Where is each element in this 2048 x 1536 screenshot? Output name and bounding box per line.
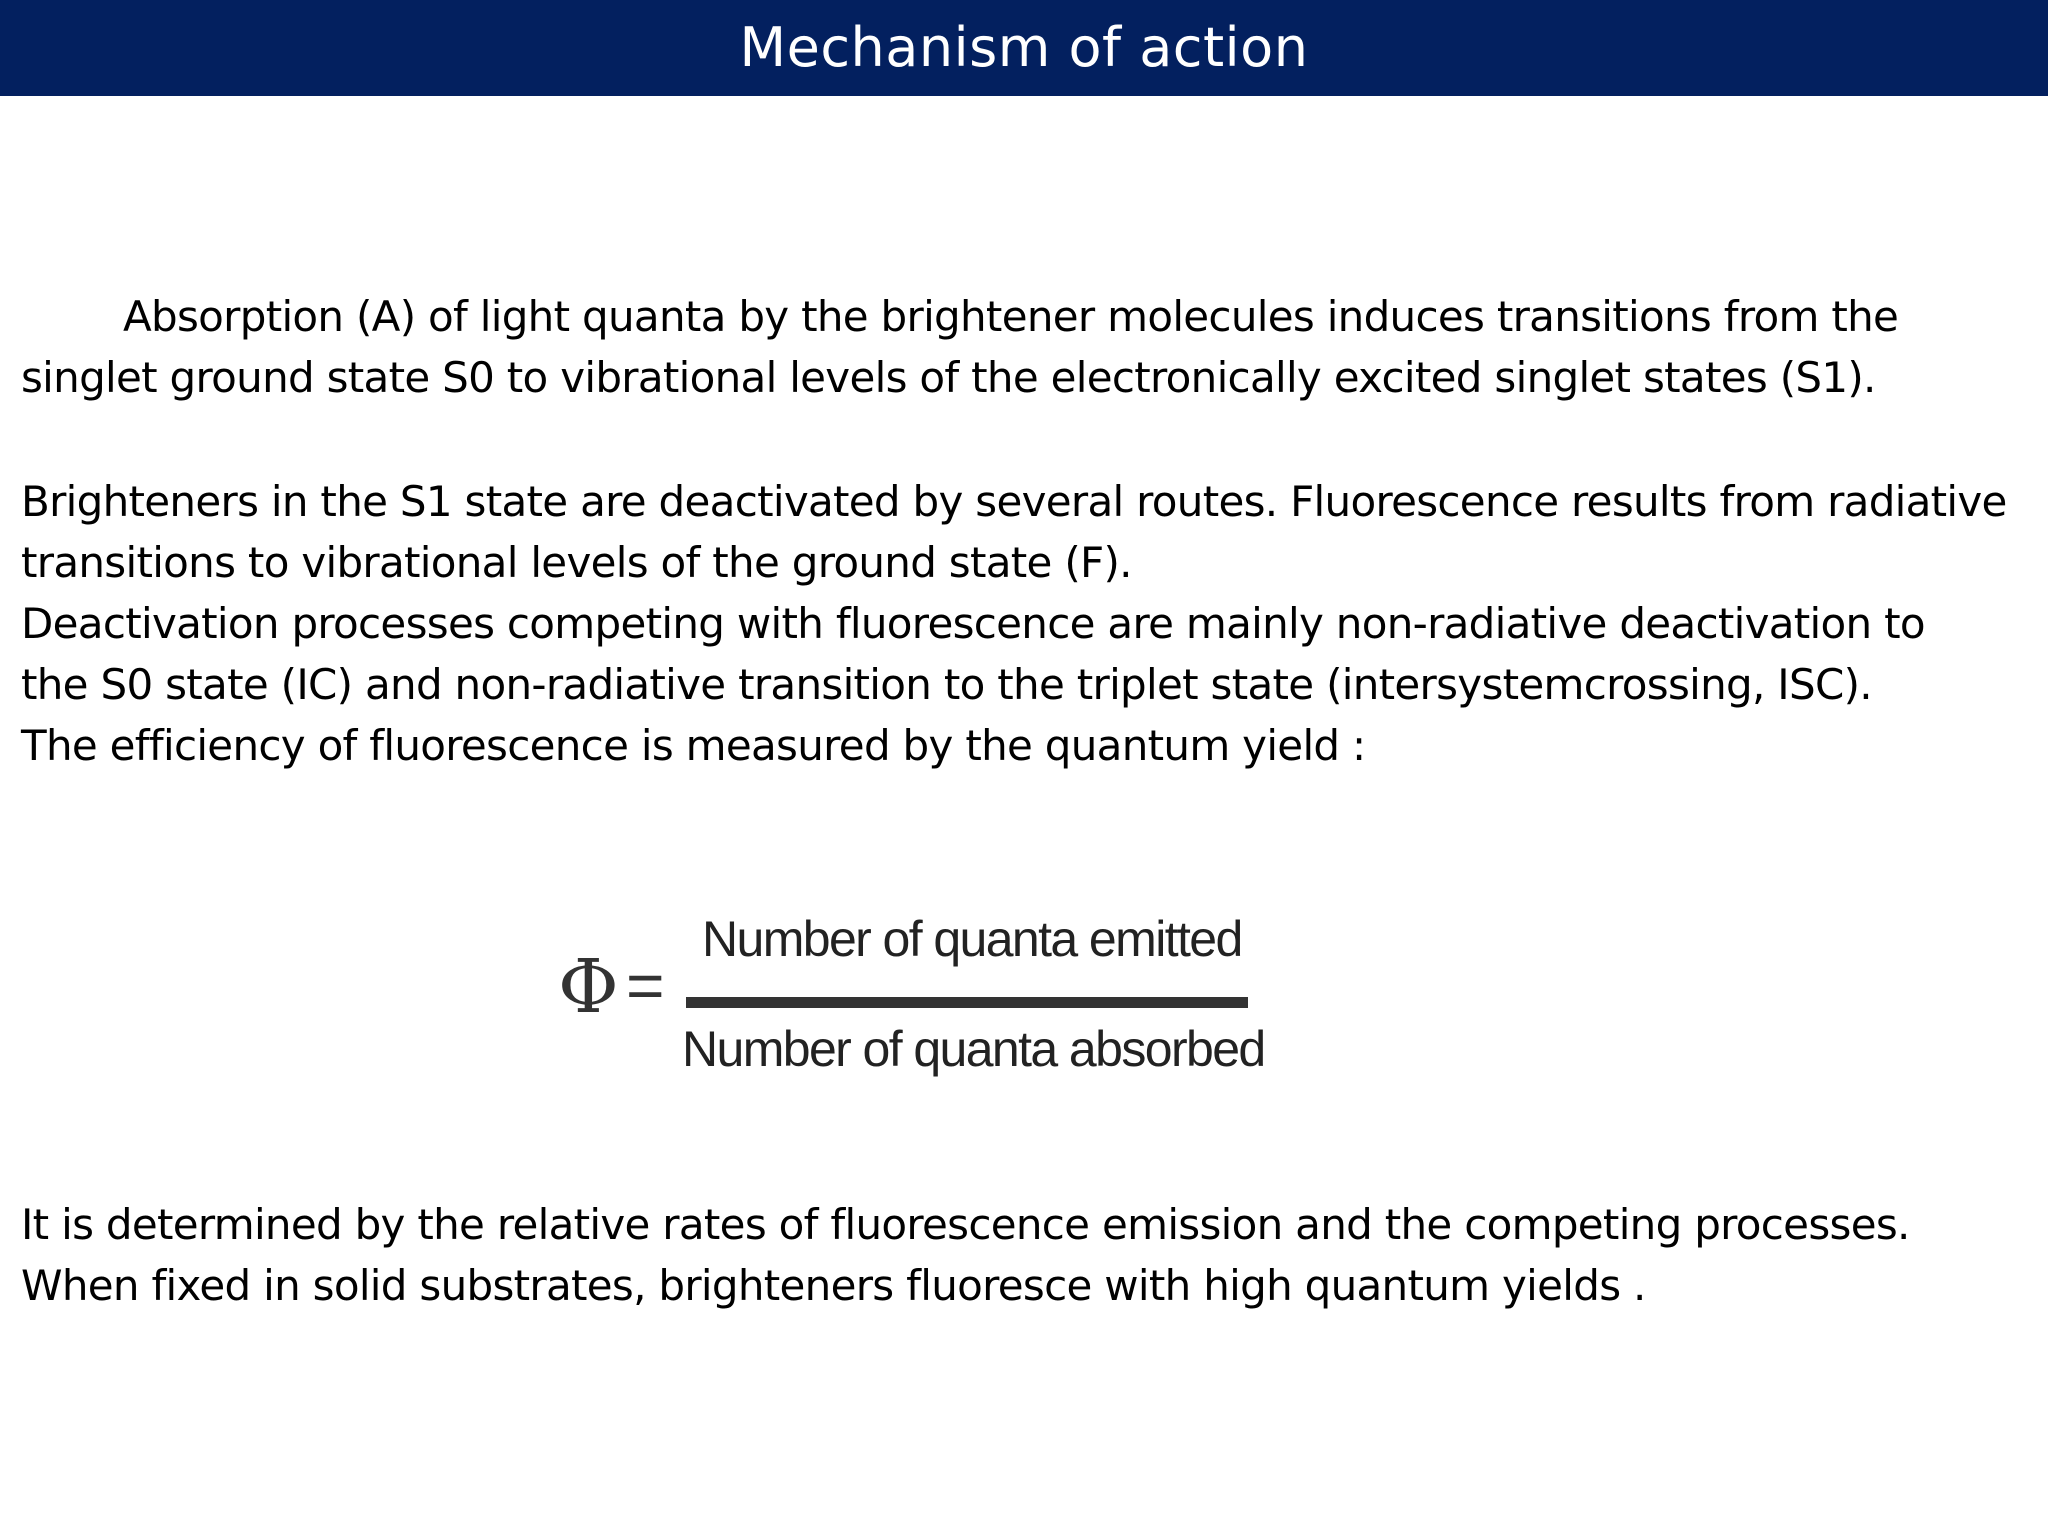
equals-sign: = bbox=[626, 948, 665, 1022]
phi-symbol: Φ bbox=[558, 944, 619, 1030]
formula-denominator: Number of quanta absorbed bbox=[682, 1021, 1265, 1077]
quantum-yield-formula bbox=[558, 900, 1298, 1100]
fraction-bar bbox=[686, 997, 1248, 1008]
paragraph-absorption: Absorption (A) of light quanta by the brightener molecules induces transitions from the singlet ground state S0 to vibrational levels of the electronically excited singlet states (S1). bbox=[21, 292, 1899, 402]
title-bar bbox=[0, 0, 2048, 96]
slide-title: Mechanism of action bbox=[739, 16, 1309, 79]
paragraph-deactivation: Brighteners in the S1 state are deactivated by several routes. Fluorescence results from radiative transitions to vibrational levels of the ground state (F). Deactivation processes competing with fluorescence are mainly non-radiative deactivation to the S0 state (IC) and non-radiative transition to the triplet state (intersystemcrossing, ISC). The efficiency of fluorescence is measured by the quantum yield : bbox=[21, 477, 2007, 770]
paragraph-conclusion: It is determined by the relative rates of fluorescence emission and the competing processes. When fixed in solid substrates, brighteners fluoresce with high quantum yields . bbox=[21, 1200, 1910, 1310]
formula-numerator: Number of quanta emitted bbox=[702, 911, 1242, 967]
